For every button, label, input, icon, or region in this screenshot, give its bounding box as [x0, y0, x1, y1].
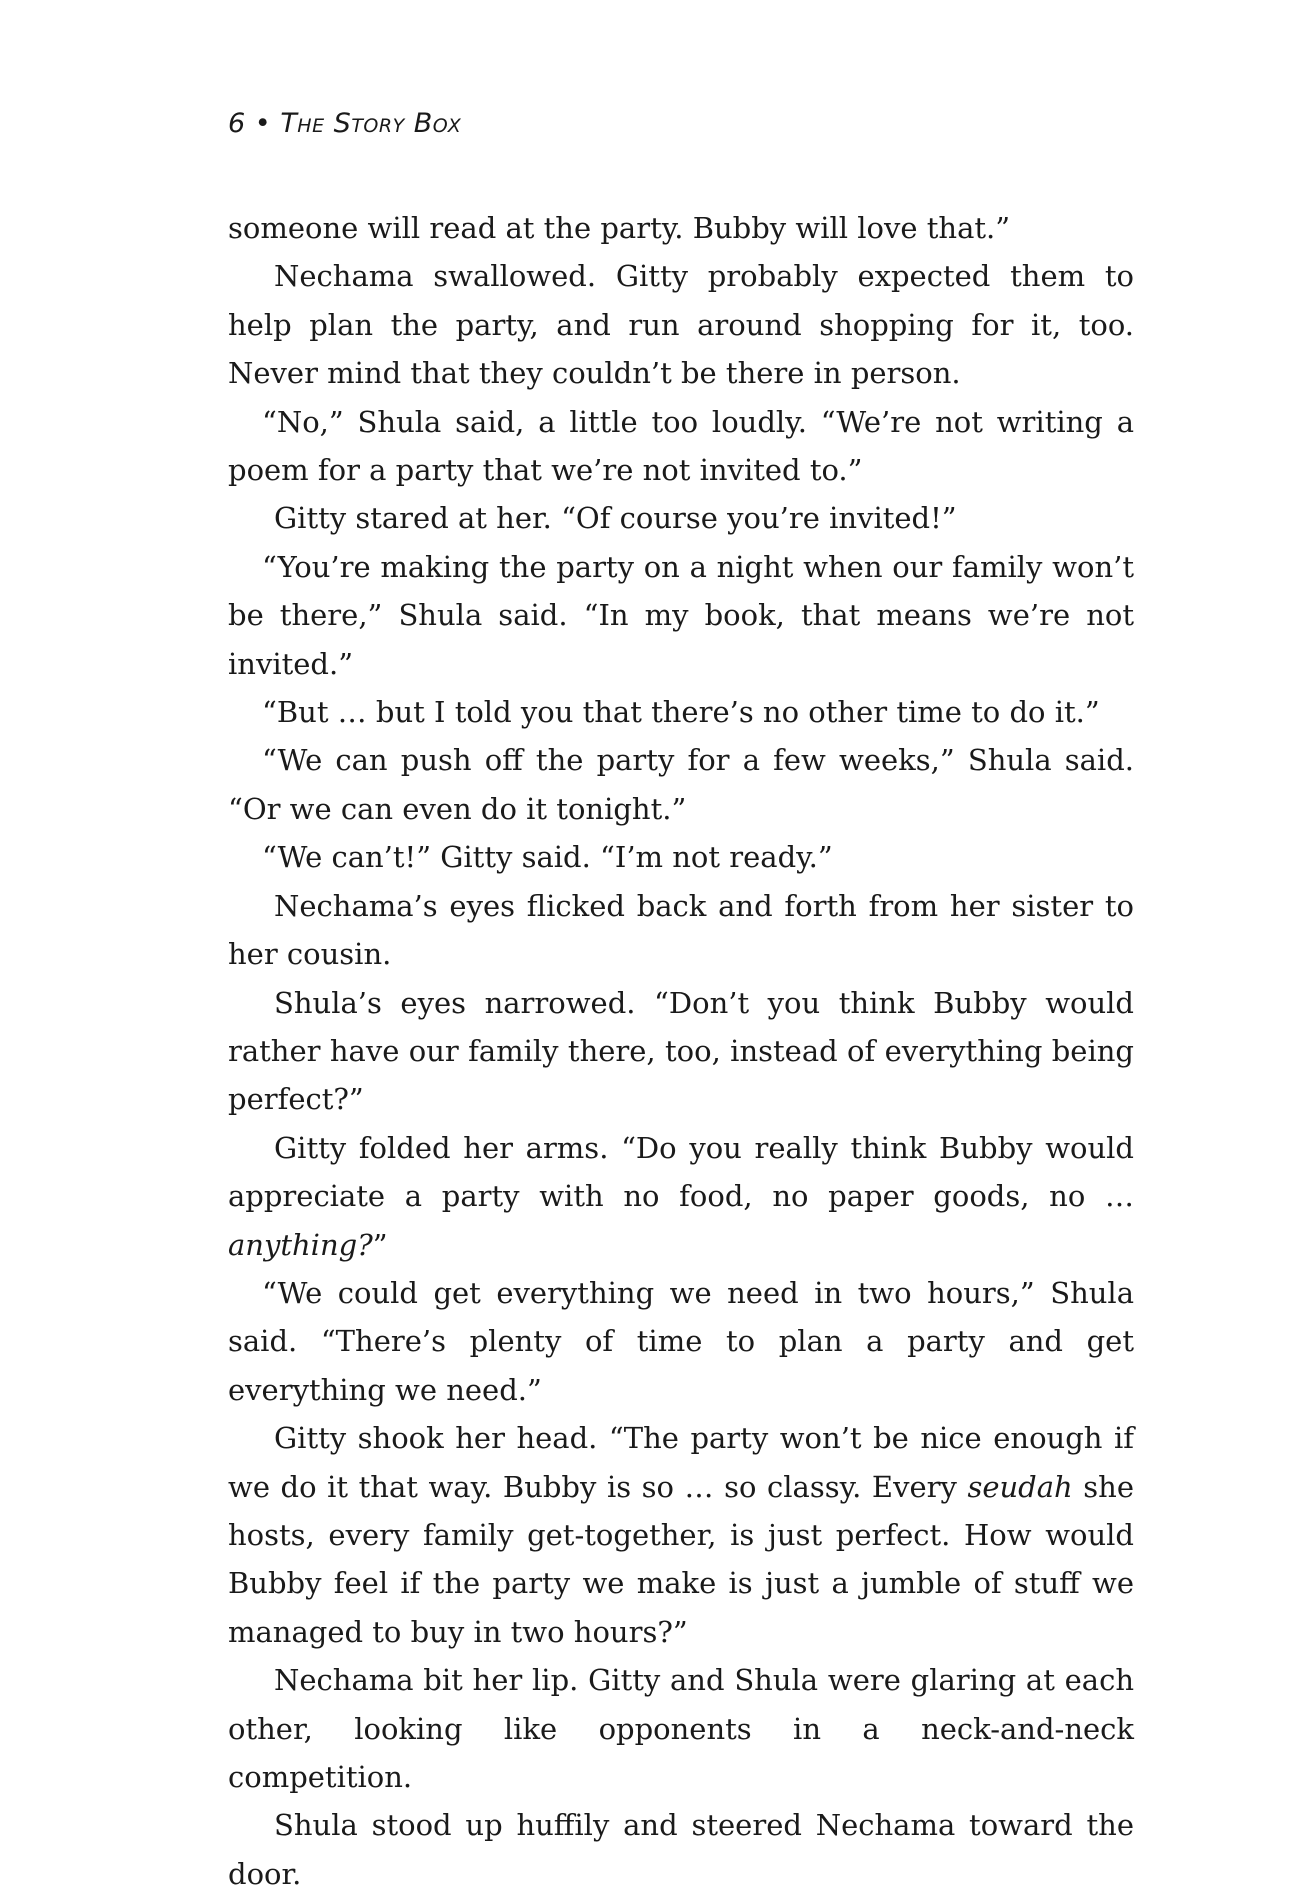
paragraph-8: “We can’t!” Gitty said. “I’m not ready.”	[262, 840, 833, 875]
page-number: 6	[228, 108, 246, 139]
paragraph-7: “We can push off the party for a few weeks,” Shula said. “Or we can even do it tonight.”	[228, 743, 1134, 826]
paragraph-5: “You’re making the party on a night when our family won’t be there,” Shula said. “In my book, that means we’re not invited.”	[228, 549, 1134, 681]
running-head	[228, 108, 461, 139]
paragraph-6: “But … but I told you that there’s no other time to do it.”	[262, 695, 1100, 730]
paragraph-11-text: Gitty folded her arms. “Do you really think Bubby would appreciate a party with no food, no paper goods, no …	[228, 1130, 1134, 1214]
paragraph-1: someone will read at the party. Bubby will love that.”	[228, 211, 1011, 245]
paragraph-9: Nechama’s eyes flicked back and forth from her sister to her cousin.	[228, 888, 1134, 972]
paragraph-12: “We could get everything we need in two hours,” Shula said. “There’s plenty of time to plan a party and get everything we need.”	[228, 1275, 1134, 1407]
paragraph-2: Nechama swallowed. Gitty probably expected them to help plan the party, and run around shopping for it, too. Never mind that they couldn’t be there in person.	[228, 259, 1134, 391]
paragraph-13-text: Gitty shook her head. “The party won’t be nice enough if we do it that way. Bubby is so … so classy. Every	[228, 1421, 1134, 1504]
paragraph-3: “No,” Shula said, a little too loudly. “We’re not writing a poem for a party that we’re not invited to.”	[228, 404, 1134, 488]
paragraph-11-close: ”	[372, 1227, 388, 1262]
paragraph-13	[228, 1414, 1134, 1656]
paragraph-10: Shula’s eyes narrowed. “Don’t you think Bubby would rather have our family there, too, instead of everything being perfect?”	[228, 985, 1134, 1117]
body-text	[228, 204, 1134, 1898]
paragraph-11	[228, 1124, 1134, 1269]
paragraph-14: Nechama bit her lip. Gitty and Shula were glaring at each other, looking like opponents in a neck-and-neck competition.	[228, 1663, 1134, 1794]
paragraph-13-rest: she hosts, every family get-together, is just perfect. How would Bubby feel if the party we make is just a jumble of stuff we managed to buy in two hours?”	[228, 1469, 1134, 1649]
paragraph-15: Shula stood up huffily and steered Nechama toward the door.	[228, 1808, 1134, 1891]
book-title: The Story Box	[280, 108, 462, 139]
emphasis-seudah: seudah	[967, 1469, 1073, 1504]
emphasis-anything: anything?	[228, 1227, 373, 1262]
header-separator: •	[254, 108, 272, 139]
paragraph-4: Gitty stared at her. “Of course you’re invited!”	[274, 501, 957, 536]
